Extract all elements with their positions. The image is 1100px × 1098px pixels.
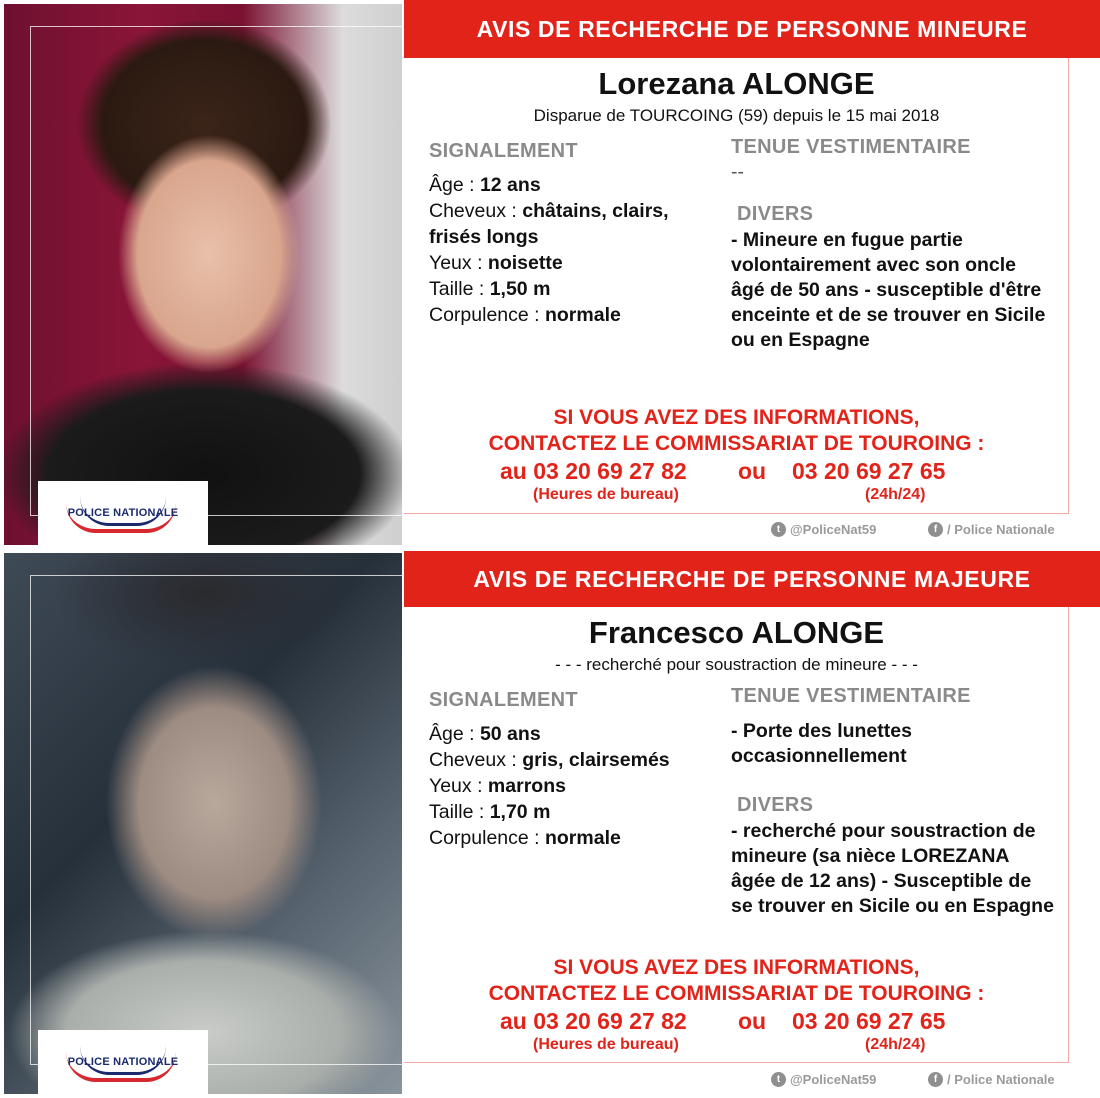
tenue-text: - Porte des lunettes occasionnellement	[731, 720, 912, 767]
facebook-page[interactable]: f / Police Nationale	[928, 522, 1055, 537]
cta-line-1: SI VOUS AVEZ DES INFORMATIONS,	[553, 406, 920, 429]
divers-text: - Mineure en fugue partie volontairement avec son oncle âgé de 50 ans - susceptible d'être enceinte et de se trouver en Sicile ou en Espagne	[731, 229, 1046, 351]
field-age: Âge : 50 ans	[429, 723, 541, 745]
hours-office: (Heures de bureau)	[533, 1036, 679, 1053]
poster-adult	[0, 549, 1100, 1098]
twitter-icon: t	[771, 1072, 786, 1087]
twitter-handle[interactable]: t @PoliceNat59	[771, 1072, 876, 1087]
field-height: Taille : 1,70 m	[429, 801, 551, 823]
hours-24h: (24h/24)	[865, 486, 926, 503]
facebook-icon: f	[928, 522, 943, 537]
signalement-fields	[429, 172, 719, 328]
hours-24h: (24h/24)	[865, 1036, 926, 1053]
cta-line-2: CONTACTEZ LE COMMISSARIAT DE TOUROING :	[488, 432, 985, 455]
photo-francesco	[4, 553, 402, 1094]
signalement-fields	[429, 721, 719, 851]
tenue-text: --	[731, 161, 744, 183]
field-height: Taille : 1,50 m	[429, 278, 551, 300]
twitter-handle[interactable]: t @PoliceNat59	[771, 522, 876, 537]
field-build: Corpulence : normale	[429, 827, 621, 849]
signalement-title: SIGNALEMENT	[429, 140, 578, 162]
person-subtitle: - - - recherché pour soustraction de mineure - - -	[555, 655, 918, 674]
phone-office: au 03 20 69 27 82	[500, 1008, 687, 1034]
phone-office: au 03 20 69 27 82	[500, 458, 687, 484]
cta-line-2: CONTACTEZ LE COMMISSARIAT DE TOUROING :	[488, 982, 985, 1005]
tenue-title: TENUE VESTIMENTAIRE	[731, 136, 971, 158]
field-hair: Cheveux : gris, clairsemés	[429, 749, 670, 771]
twitter-icon: t	[771, 522, 786, 537]
banner-title: AVIS DE RECHERCHE DE PERSONNE MINEURE	[404, 0, 1100, 58]
field-eyes: Yeux : noisette	[429, 252, 563, 274]
person-subtitle: Disparue de TOURCOING (59) depuis le 15 mai 2018	[533, 106, 940, 125]
phone-numbers	[404, 1008, 1069, 1038]
field-age: Âge : 12 ans	[429, 174, 541, 196]
facebook-icon: f	[928, 1072, 943, 1087]
banner-title: AVIS DE RECHERCHE DE PERSONNE MAJEURE	[404, 551, 1100, 607]
phone-24h: 03 20 69 27 65	[792, 1008, 946, 1034]
divers-title: DIVERS	[737, 203, 814, 225]
person-name: Lorezana ALONGE	[598, 66, 875, 101]
tenue-title: TENUE VESTIMENTAIRE	[731, 685, 971, 707]
photo-lorezana	[4, 4, 402, 545]
phone-or: ou	[738, 1008, 767, 1034]
divers-title: DIVERS	[737, 794, 814, 816]
divers-text: - recherché pour soustraction de mineure (sa nièce LOREZANA âgée de 12 ans) - Susceptible de se trouver en Sicile ou en Espagne	[731, 820, 1054, 917]
field-hair: Cheveux : châtains, clairs, frisés longs	[429, 200, 669, 248]
field-eyes: Yeux : marrons	[429, 775, 566, 797]
phone-numbers	[404, 458, 1069, 488]
hours-office: (Heures de bureau)	[533, 486, 679, 503]
phone-24h: 03 20 69 27 65	[792, 458, 946, 484]
phone-or: ou	[738, 458, 767, 484]
facebook-page[interactable]: f / Police Nationale	[928, 1072, 1055, 1087]
police-nationale-logo: POLICE NATIONALE	[38, 481, 208, 545]
person-name: Francesco ALONGE	[588, 615, 885, 650]
police-nationale-logo: POLICE NATIONALE	[38, 1030, 208, 1094]
field-build: Corpulence : normale	[429, 304, 621, 326]
cta-line-1: SI VOUS AVEZ DES INFORMATIONS,	[553, 956, 920, 979]
signalement-title: SIGNALEMENT	[429, 689, 578, 711]
